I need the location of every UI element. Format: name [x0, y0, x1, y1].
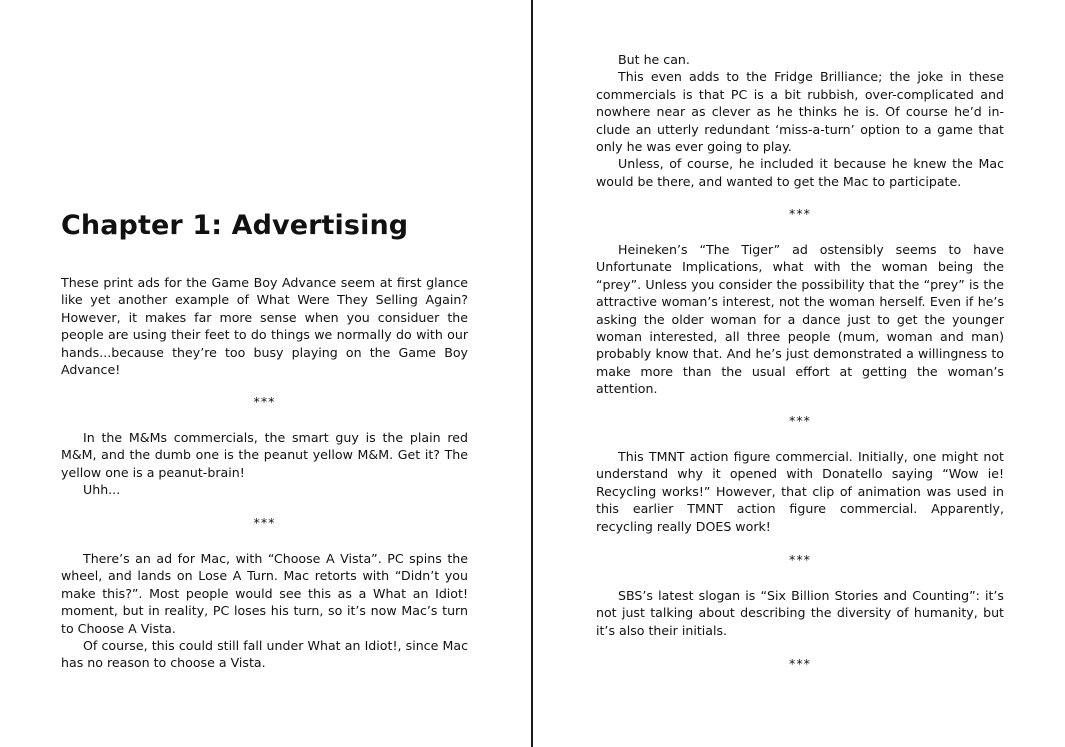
paragraph-heineken-tiger: Heineken’s “The Tiger” ad ostensibly seems to have Unfortunate Implications, what with the woman being the “prey”. Unless you consider the possibility that the “prey” is the attractive woman’s interest, not the woman herself. Even if he’s asking the older woman for a dance just to get the younger woman interested, all three people (mum, woman and man) probably know that. And he’s just demonstrated a willingness to make more than the usual effort at getting the woman’s attention. [596, 242, 1004, 397]
paragraph-uhh: Uhh... [83, 482, 121, 498]
intro-block [61, 274, 468, 378]
paragraph-what-an-idiot: Of course, this could still fall under What an Idiot!, since Mac has no reason to choose a Vista. [61, 638, 468, 671]
section-separator: *** [253, 515, 276, 530]
paragraph-gameboy-ads: These print ads for the Game Boy Advance seem at first glance like yet another example of What Were They Selling Again? However, it makes far more sense when you considuer the people are using their feet to do things we normally do with our hands...because they’re too busy playing on the Game Boy Advance! [61, 275, 468, 378]
section-separator: *** [789, 552, 811, 567]
paragraph-mm-commercials: In the M&Ms commercials, the smart guy is the plain red M&M, and the dumb one is the peanut yellow M&M. Get it? The yellow one is a peanut-brain! [61, 430, 468, 480]
section-separator: *** [253, 394, 276, 409]
section-separator: *** [789, 656, 811, 671]
paragraph-fridge-brilliance: This even adds to the Fridge Brilliance; the joke in these commercials is that PC is a bit rubbish, over-complicated and nowhere near as clever as he thinks he is. Of course he’d include an utterly redundant ‘miss-a-turn’ option to a game that only he was ever going to play. [596, 69, 1004, 155]
sbs-block [596, 587, 1004, 639]
section-separator: *** [789, 413, 811, 428]
mac-block [61, 550, 468, 672]
paragraph-but-he-can: But he can. [618, 52, 690, 67]
section-separator: *** [789, 206, 811, 221]
tmnt-block [596, 448, 1004, 535]
book-spine-divider [531, 0, 533, 747]
paragraph-sbs-slogan: SBS’s latest slogan is “Six Billion Stories and Counting”: it’s not just talking about describing the diversity of humanity, but it’s also their initials. [596, 588, 1004, 638]
mm-block [61, 429, 468, 499]
paragraph-mac-choose-a-vista: There’s an ad for Mac, with “Choose A Vista”. PC spins the wheel, and lands on Lose A Turn. Mac retorts with “Didn’t you make this?”. Most people would see this as a What an Idiot! moment, but in reality, PC loses his turn, so it’s now Mac’s turn to Choose A Vista. [61, 551, 468, 636]
chapter-title: Chapter 1: Advertising [61, 210, 409, 241]
paragraph-unless-of-course: Unless, of course, he included it because he knew the Mac would be there, and wanted to get the Mac to participate. [596, 156, 1004, 189]
continued-block [596, 51, 1004, 190]
heineken-block [596, 241, 1004, 398]
paragraph-tmnt-commercial: This TMNT action figure commercial. Initially, one might not understand why it opened with Donatello saying “Wow ie! Recycling works!” However, that clip of animation was used in this earlier TMNT action figure commercial. Apparently, recycling really DOES work! [596, 449, 1004, 534]
